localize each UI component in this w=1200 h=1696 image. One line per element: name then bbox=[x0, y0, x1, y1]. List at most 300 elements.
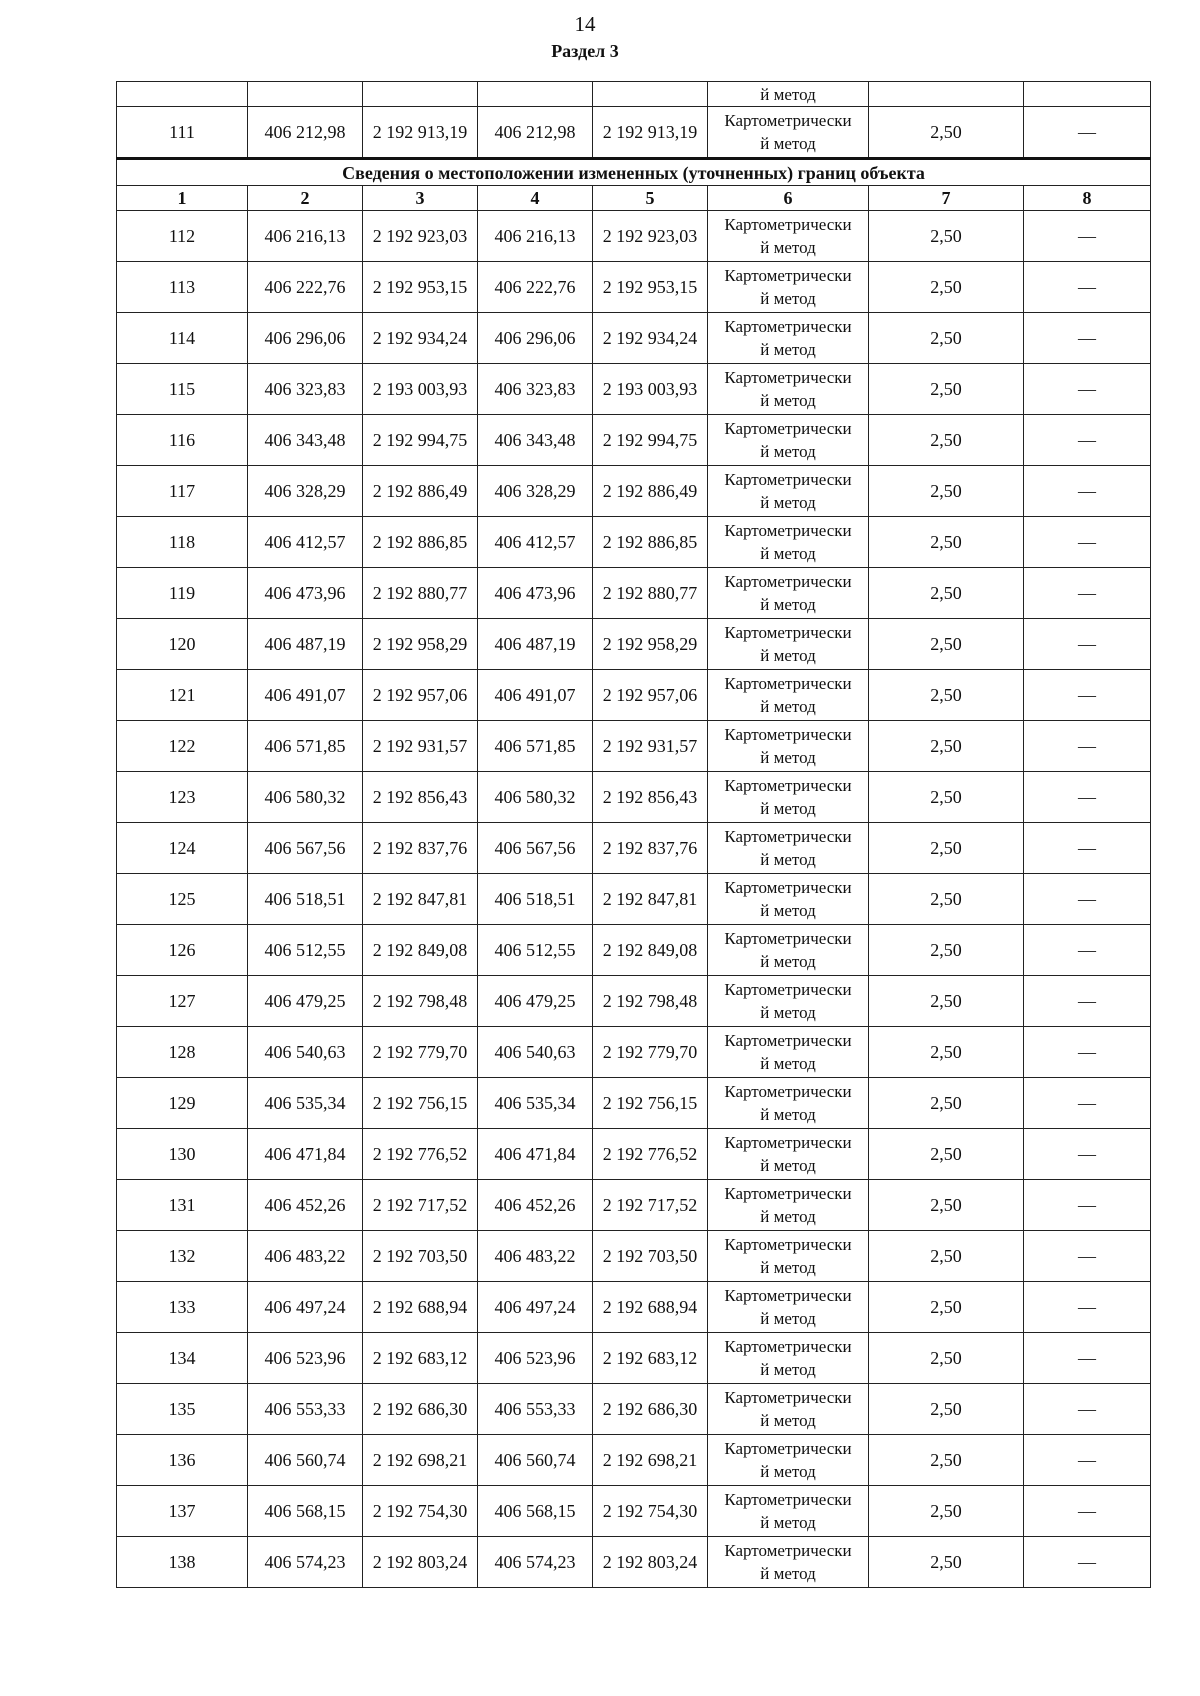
coord-cell: 406 216,13 bbox=[248, 211, 363, 262]
description-cell: — bbox=[1024, 1537, 1151, 1588]
table-row bbox=[117, 262, 1151, 313]
coord-cell: 2 192 837,76 bbox=[363, 823, 478, 874]
method-cell bbox=[708, 1384, 869, 1435]
method-cell bbox=[708, 1231, 869, 1282]
method-line-1: Картометрически bbox=[724, 827, 852, 846]
table-cell bbox=[363, 82, 478, 107]
description-cell: — bbox=[1024, 619, 1151, 670]
method-line-2: й метод bbox=[760, 340, 816, 359]
point-number: 124 bbox=[117, 823, 248, 874]
coord-cell: 2 192 958,29 bbox=[363, 619, 478, 670]
description-cell: — bbox=[1024, 874, 1151, 925]
method-line-1: Картометрически bbox=[724, 623, 852, 642]
coord-cell: 406 512,55 bbox=[248, 925, 363, 976]
method-cell bbox=[708, 415, 869, 466]
method-cell bbox=[708, 262, 869, 313]
coord-cell: 406 343,48 bbox=[248, 415, 363, 466]
coord-cell: 2 192 717,52 bbox=[593, 1180, 708, 1231]
coord-cell: 406 222,76 bbox=[248, 262, 363, 313]
coord-cell: 2 192 913,19 bbox=[363, 107, 478, 159]
description-cell: — bbox=[1024, 772, 1151, 823]
table-body bbox=[117, 82, 1151, 1588]
coord-cell: 406 580,32 bbox=[478, 772, 593, 823]
table-row bbox=[117, 874, 1151, 925]
method-line-2: й метод bbox=[760, 697, 816, 716]
method-cell bbox=[708, 1282, 869, 1333]
coord-cell: 406 222,76 bbox=[478, 262, 593, 313]
column-number: 5 bbox=[593, 186, 708, 211]
accuracy-cell: 2,50 bbox=[869, 262, 1024, 313]
method-cell bbox=[708, 517, 869, 568]
method-line-1: Картометрически bbox=[724, 725, 852, 744]
method-cell bbox=[708, 823, 869, 874]
coord-cell: 406 479,25 bbox=[248, 976, 363, 1027]
coord-cell: 406 491,07 bbox=[478, 670, 593, 721]
description-cell: — bbox=[1024, 1180, 1151, 1231]
method-line-2: й метод bbox=[760, 1105, 816, 1124]
point-number: 132 bbox=[117, 1231, 248, 1282]
accuracy-cell: 2,50 bbox=[869, 364, 1024, 415]
coord-cell: 406 523,96 bbox=[248, 1333, 363, 1384]
table-cell bbox=[478, 82, 593, 107]
method-line-2: й метод bbox=[760, 1207, 816, 1226]
coord-cell: 406 580,32 bbox=[248, 772, 363, 823]
coord-cell: 406 296,06 bbox=[478, 313, 593, 364]
description-cell: — bbox=[1024, 262, 1151, 313]
accuracy-cell: 2,50 bbox=[869, 1231, 1024, 1282]
method-line-2: й метод bbox=[760, 901, 816, 920]
table-row bbox=[117, 1333, 1151, 1384]
table-row bbox=[117, 1435, 1151, 1486]
description-cell: — bbox=[1024, 925, 1151, 976]
point-number: 127 bbox=[117, 976, 248, 1027]
coord-cell: 2 192 779,70 bbox=[593, 1027, 708, 1078]
coord-cell: 406 296,06 bbox=[248, 313, 363, 364]
method-cell bbox=[708, 1486, 869, 1537]
method-line-1: Картометрически bbox=[724, 368, 852, 387]
coord-cell: 2 192 717,52 bbox=[363, 1180, 478, 1231]
table-row bbox=[117, 313, 1151, 364]
coord-cell: 2 192 886,85 bbox=[363, 517, 478, 568]
method-line-2: й метод bbox=[760, 1258, 816, 1277]
table-row bbox=[117, 976, 1151, 1027]
method-line-1: Картометрически bbox=[724, 1286, 852, 1305]
method-line-2: й метод bbox=[760, 134, 816, 153]
method-cell bbox=[708, 1078, 869, 1129]
coord-cell: 406 328,29 bbox=[248, 466, 363, 517]
coord-cell: 2 192 957,06 bbox=[593, 670, 708, 721]
coord-cell: 2 192 754,30 bbox=[363, 1486, 478, 1537]
point-number: 126 bbox=[117, 925, 248, 976]
method-cell bbox=[708, 364, 869, 415]
description-cell: — bbox=[1024, 1078, 1151, 1129]
coord-cell: 406 568,15 bbox=[478, 1486, 593, 1537]
method-line-2: й метод bbox=[760, 493, 816, 512]
coord-cell: 406 518,51 bbox=[248, 874, 363, 925]
coord-cell: 2 192 798,48 bbox=[363, 976, 478, 1027]
coord-cell: 2 192 683,12 bbox=[363, 1333, 478, 1384]
accuracy-cell: 2,50 bbox=[869, 1129, 1024, 1180]
column-number: 1 bbox=[117, 186, 248, 211]
table-cell bbox=[1024, 82, 1151, 107]
method-line-1: Картометрически bbox=[724, 1388, 852, 1407]
method-line-1: Картометрически bbox=[724, 980, 852, 999]
accuracy-cell: 2,50 bbox=[869, 1333, 1024, 1384]
method-cell bbox=[708, 976, 869, 1027]
method-cell bbox=[708, 466, 869, 517]
column-number: 4 bbox=[478, 186, 593, 211]
point-number: 136 bbox=[117, 1435, 248, 1486]
coord-cell: 2 192 847,81 bbox=[593, 874, 708, 925]
method-cell bbox=[708, 1333, 869, 1384]
column-number: 8 bbox=[1024, 186, 1151, 211]
coord-cell: 2 192 754,30 bbox=[593, 1486, 708, 1537]
table-row bbox=[117, 670, 1151, 721]
method-line-1: Картометрически bbox=[724, 1490, 852, 1509]
description-cell: — bbox=[1024, 517, 1151, 568]
table-row bbox=[117, 721, 1151, 772]
method-line-1: Картометрически bbox=[724, 572, 852, 591]
point-number: 122 bbox=[117, 721, 248, 772]
table-row bbox=[117, 823, 1151, 874]
method-line-1: Картометрически bbox=[724, 215, 852, 234]
point-number: 133 bbox=[117, 1282, 248, 1333]
table-row bbox=[117, 1537, 1151, 1588]
coord-cell: 406 212,98 bbox=[248, 107, 363, 159]
point-number: 123 bbox=[117, 772, 248, 823]
point-number: 121 bbox=[117, 670, 248, 721]
accuracy-cell: 2,50 bbox=[869, 619, 1024, 670]
method-line-1: Картометрически bbox=[724, 776, 852, 795]
method-line-2: й метод bbox=[760, 799, 816, 818]
coord-cell: 406 497,24 bbox=[478, 1282, 593, 1333]
method-line-2: й метод bbox=[760, 391, 816, 410]
coord-cell: 406 574,23 bbox=[248, 1537, 363, 1588]
coord-cell: 2 192 686,30 bbox=[363, 1384, 478, 1435]
coord-cell: 2 192 958,29 bbox=[593, 619, 708, 670]
table-row bbox=[117, 619, 1151, 670]
description-cell: — bbox=[1024, 1129, 1151, 1180]
table-row bbox=[117, 772, 1151, 823]
coord-cell: 2 192 880,77 bbox=[363, 568, 478, 619]
table-row bbox=[117, 107, 1151, 159]
accuracy-cell: 2,50 bbox=[869, 517, 1024, 568]
method-line-2: й метод bbox=[760, 1003, 816, 1022]
accuracy-cell: 2,50 bbox=[869, 107, 1024, 159]
method-line-1: Картометрически bbox=[724, 674, 852, 693]
coord-cell: 406 216,13 bbox=[478, 211, 593, 262]
method-line-1: Картометрически bbox=[724, 1133, 852, 1152]
coord-cell: 406 343,48 bbox=[478, 415, 593, 466]
method-cell bbox=[708, 721, 869, 772]
table-cell bbox=[869, 82, 1024, 107]
description-cell: — bbox=[1024, 1333, 1151, 1384]
accuracy-cell: 2,50 bbox=[869, 1282, 1024, 1333]
table-row-partial bbox=[117, 82, 1151, 107]
method-line-2: й метод bbox=[760, 1054, 816, 1073]
accuracy-cell: 2,50 bbox=[869, 1384, 1024, 1435]
coord-cell: 406 512,55 bbox=[478, 925, 593, 976]
method-cell bbox=[708, 670, 869, 721]
method-cell bbox=[708, 313, 869, 364]
coord-cell: 406 571,85 bbox=[248, 721, 363, 772]
coord-cell: 406 560,74 bbox=[478, 1435, 593, 1486]
coord-cell: 2 192 953,15 bbox=[363, 262, 478, 313]
coord-cell: 2 192 756,15 bbox=[363, 1078, 478, 1129]
description-cell: — bbox=[1024, 721, 1151, 772]
coord-cell: 2 192 886,49 bbox=[593, 466, 708, 517]
method-line-2: й метод bbox=[760, 1360, 816, 1379]
coord-cell: 406 328,29 bbox=[478, 466, 593, 517]
method-line-2: й метод bbox=[760, 646, 816, 665]
description-cell: — bbox=[1024, 211, 1151, 262]
coord-cell: 2 192 849,08 bbox=[363, 925, 478, 976]
method-line-2: й метод bbox=[760, 952, 816, 971]
method-line-2: й метод bbox=[760, 1462, 816, 1481]
point-number: 118 bbox=[117, 517, 248, 568]
table-row bbox=[117, 211, 1151, 262]
table-cell bbox=[248, 82, 363, 107]
method-line-2: й метод bbox=[760, 1309, 816, 1328]
table-row bbox=[117, 466, 1151, 517]
table-row bbox=[117, 1180, 1151, 1231]
method-cell bbox=[708, 1537, 869, 1588]
point-number: 115 bbox=[117, 364, 248, 415]
coord-cell: 406 471,84 bbox=[478, 1129, 593, 1180]
description-cell: — bbox=[1024, 976, 1151, 1027]
accuracy-cell: 2,50 bbox=[869, 925, 1024, 976]
coord-cell: 406 535,34 bbox=[478, 1078, 593, 1129]
column-numbers-row bbox=[117, 186, 1151, 211]
coord-cell: 2 192 856,43 bbox=[363, 772, 478, 823]
point-number: 119 bbox=[117, 568, 248, 619]
coord-cell: 2 192 779,70 bbox=[363, 1027, 478, 1078]
table-row bbox=[117, 1486, 1151, 1537]
method-line-1: Картометрически bbox=[724, 317, 852, 336]
description-cell: — bbox=[1024, 823, 1151, 874]
accuracy-cell: 2,50 bbox=[869, 1027, 1024, 1078]
method-line-1: Картометрически bbox=[724, 878, 852, 897]
method-cell bbox=[708, 1180, 869, 1231]
coord-cell: 2 192 856,43 bbox=[593, 772, 708, 823]
method-line-1: Картометрически bbox=[724, 1337, 852, 1356]
table-row bbox=[117, 364, 1151, 415]
coord-cell: 406 497,24 bbox=[248, 1282, 363, 1333]
coord-cell: 2 192 913,19 bbox=[593, 107, 708, 159]
section-title: Раздел 3 bbox=[551, 41, 619, 61]
point-number: 112 bbox=[117, 211, 248, 262]
coord-cell: 2 192 934,24 bbox=[363, 313, 478, 364]
coord-cell: 406 471,84 bbox=[248, 1129, 363, 1180]
coord-cell: 2 192 994,75 bbox=[363, 415, 478, 466]
description-cell: — bbox=[1024, 1486, 1151, 1537]
table-cell bbox=[593, 82, 708, 107]
coord-cell: 2 193 003,93 bbox=[593, 364, 708, 415]
coord-cell: 406 568,15 bbox=[248, 1486, 363, 1537]
method-cell bbox=[708, 1435, 869, 1486]
accuracy-cell: 2,50 bbox=[869, 1486, 1024, 1537]
page-number: 14 bbox=[574, 12, 596, 36]
accuracy-cell: 2,50 bbox=[869, 1435, 1024, 1486]
coord-cell: 2 192 953,15 bbox=[593, 262, 708, 313]
coord-cell: 406 483,22 bbox=[248, 1231, 363, 1282]
coord-cell: 406 518,51 bbox=[478, 874, 593, 925]
coord-cell: 2 192 688,94 bbox=[363, 1282, 478, 1333]
method-line-2: й метод bbox=[760, 544, 816, 563]
point-number: 135 bbox=[117, 1384, 248, 1435]
coord-cell: 406 491,07 bbox=[248, 670, 363, 721]
coord-cell: 406 323,83 bbox=[248, 364, 363, 415]
table-row bbox=[117, 925, 1151, 976]
coord-cell: 406 412,57 bbox=[248, 517, 363, 568]
accuracy-cell: 2,50 bbox=[869, 1078, 1024, 1129]
method-line-2: й метод bbox=[760, 850, 816, 869]
method-line-2: й метод bbox=[760, 748, 816, 767]
point-number: 117 bbox=[117, 466, 248, 517]
coord-cell: 406 571,85 bbox=[478, 721, 593, 772]
table-row bbox=[117, 1384, 1151, 1435]
column-number: 6 bbox=[708, 186, 869, 211]
description-cell: — bbox=[1024, 568, 1151, 619]
accuracy-cell: 2,50 bbox=[869, 721, 1024, 772]
description-cell: — bbox=[1024, 1282, 1151, 1333]
accuracy-cell: 2,50 bbox=[869, 1180, 1024, 1231]
accuracy-cell: 2,50 bbox=[869, 568, 1024, 619]
point-number: 114 bbox=[117, 313, 248, 364]
point-number: 134 bbox=[117, 1333, 248, 1384]
table-row bbox=[117, 415, 1151, 466]
coord-cell: 2 192 698,21 bbox=[363, 1435, 478, 1486]
coordinates-table bbox=[116, 81, 1151, 1588]
accuracy-cell: 2,50 bbox=[869, 874, 1024, 925]
coord-cell: 2 192 923,03 bbox=[363, 211, 478, 262]
method-cell: й метод bbox=[708, 82, 869, 107]
description-cell: — bbox=[1024, 670, 1151, 721]
coord-cell: 406 452,26 bbox=[248, 1180, 363, 1231]
method-cell bbox=[708, 1129, 869, 1180]
coord-cell: 2 193 003,93 bbox=[363, 364, 478, 415]
method-cell bbox=[708, 1027, 869, 1078]
method-line-2: й метод bbox=[760, 238, 816, 257]
accuracy-cell: 2,50 bbox=[869, 211, 1024, 262]
accuracy-cell: 2,50 bbox=[869, 313, 1024, 364]
point-number: 130 bbox=[117, 1129, 248, 1180]
description-cell: — bbox=[1024, 364, 1151, 415]
coord-cell: 2 192 686,30 bbox=[593, 1384, 708, 1435]
coord-cell: 2 192 886,85 bbox=[593, 517, 708, 568]
coord-cell: 406 487,19 bbox=[248, 619, 363, 670]
coord-cell: 406 535,34 bbox=[248, 1078, 363, 1129]
coord-cell: 2 192 688,94 bbox=[593, 1282, 708, 1333]
method-cell bbox=[708, 107, 869, 159]
coord-cell: 406 487,19 bbox=[478, 619, 593, 670]
coord-cell: 2 192 957,06 bbox=[363, 670, 478, 721]
method-line-1: Картометрически bbox=[724, 111, 852, 130]
method-line-2: й метод bbox=[760, 1513, 816, 1532]
method-line-2: й метод bbox=[760, 595, 816, 614]
point-number: 111 bbox=[117, 107, 248, 159]
coord-cell: 406 540,63 bbox=[248, 1027, 363, 1078]
table-row bbox=[117, 1129, 1151, 1180]
coord-cell: 406 553,33 bbox=[248, 1384, 363, 1435]
method-line-1: Картометрически bbox=[724, 521, 852, 540]
accuracy-cell: 2,50 bbox=[869, 823, 1024, 874]
method-line-1: Картометрически bbox=[724, 470, 852, 489]
table-row bbox=[117, 1231, 1151, 1282]
method-cell bbox=[708, 772, 869, 823]
point-number: 128 bbox=[117, 1027, 248, 1078]
coord-cell: 406 212,98 bbox=[478, 107, 593, 159]
method-cell bbox=[708, 568, 869, 619]
coord-cell: 2 192 756,15 bbox=[593, 1078, 708, 1129]
coord-cell: 406 574,23 bbox=[478, 1537, 593, 1588]
coord-cell: 2 192 776,52 bbox=[593, 1129, 708, 1180]
coord-cell: 2 192 698,21 bbox=[593, 1435, 708, 1486]
coord-cell: 2 192 776,52 bbox=[363, 1129, 478, 1180]
accuracy-cell: 2,50 bbox=[869, 772, 1024, 823]
description-cell: — bbox=[1024, 107, 1151, 159]
point-number: 125 bbox=[117, 874, 248, 925]
method-cell bbox=[708, 619, 869, 670]
coord-cell: 406 483,22 bbox=[478, 1231, 593, 1282]
description-cell: — bbox=[1024, 415, 1151, 466]
method-line-1: Картометрически bbox=[724, 1439, 852, 1458]
coord-cell: 406 473,96 bbox=[248, 568, 363, 619]
table-row bbox=[117, 568, 1151, 619]
coord-cell: 406 412,57 bbox=[478, 517, 593, 568]
accuracy-cell: 2,50 bbox=[869, 976, 1024, 1027]
coord-cell: 406 560,74 bbox=[248, 1435, 363, 1486]
method-cell bbox=[708, 874, 869, 925]
coord-cell: 2 192 849,08 bbox=[593, 925, 708, 976]
method-line-2: й метод bbox=[760, 1156, 816, 1175]
section-subheading: Сведения о местоположении измененных (уточненных) границ объекта bbox=[117, 159, 1151, 186]
coord-cell: 2 192 703,50 bbox=[363, 1231, 478, 1282]
table-row bbox=[117, 517, 1151, 568]
description-cell: — bbox=[1024, 1384, 1151, 1435]
coord-cell: 2 192 803,24 bbox=[363, 1537, 478, 1588]
coord-cell: 2 192 847,81 bbox=[363, 874, 478, 925]
method-line-1: Картометрически bbox=[724, 929, 852, 948]
coord-cell: 2 192 994,75 bbox=[593, 415, 708, 466]
coord-cell: 406 553,33 bbox=[478, 1384, 593, 1435]
coord-cell: 2 192 931,57 bbox=[363, 721, 478, 772]
description-cell: — bbox=[1024, 466, 1151, 517]
coord-cell: 2 192 931,57 bbox=[593, 721, 708, 772]
table-cell bbox=[117, 82, 248, 107]
accuracy-cell: 2,50 bbox=[869, 415, 1024, 466]
coord-cell: 2 192 880,77 bbox=[593, 568, 708, 619]
point-number: 116 bbox=[117, 415, 248, 466]
method-line-1: Картометрически bbox=[724, 1235, 852, 1254]
description-cell: — bbox=[1024, 1231, 1151, 1282]
coord-cell: 406 479,25 bbox=[478, 976, 593, 1027]
method-line-2: й метод bbox=[760, 442, 816, 461]
method-line-2: й метод bbox=[760, 289, 816, 308]
method-line-1: Картометрически bbox=[724, 1031, 852, 1050]
coord-cell: 2 192 798,48 bbox=[593, 976, 708, 1027]
coord-cell: 2 192 803,24 bbox=[593, 1537, 708, 1588]
accuracy-cell: 2,50 bbox=[869, 1537, 1024, 1588]
description-cell: — bbox=[1024, 313, 1151, 364]
point-number: 138 bbox=[117, 1537, 248, 1588]
method-line-1: Картометрически bbox=[724, 1082, 852, 1101]
table-row bbox=[117, 1027, 1151, 1078]
point-number: 137 bbox=[117, 1486, 248, 1537]
column-number: 2 bbox=[248, 186, 363, 211]
coord-cell: 406 452,26 bbox=[478, 1180, 593, 1231]
column-number: 3 bbox=[363, 186, 478, 211]
